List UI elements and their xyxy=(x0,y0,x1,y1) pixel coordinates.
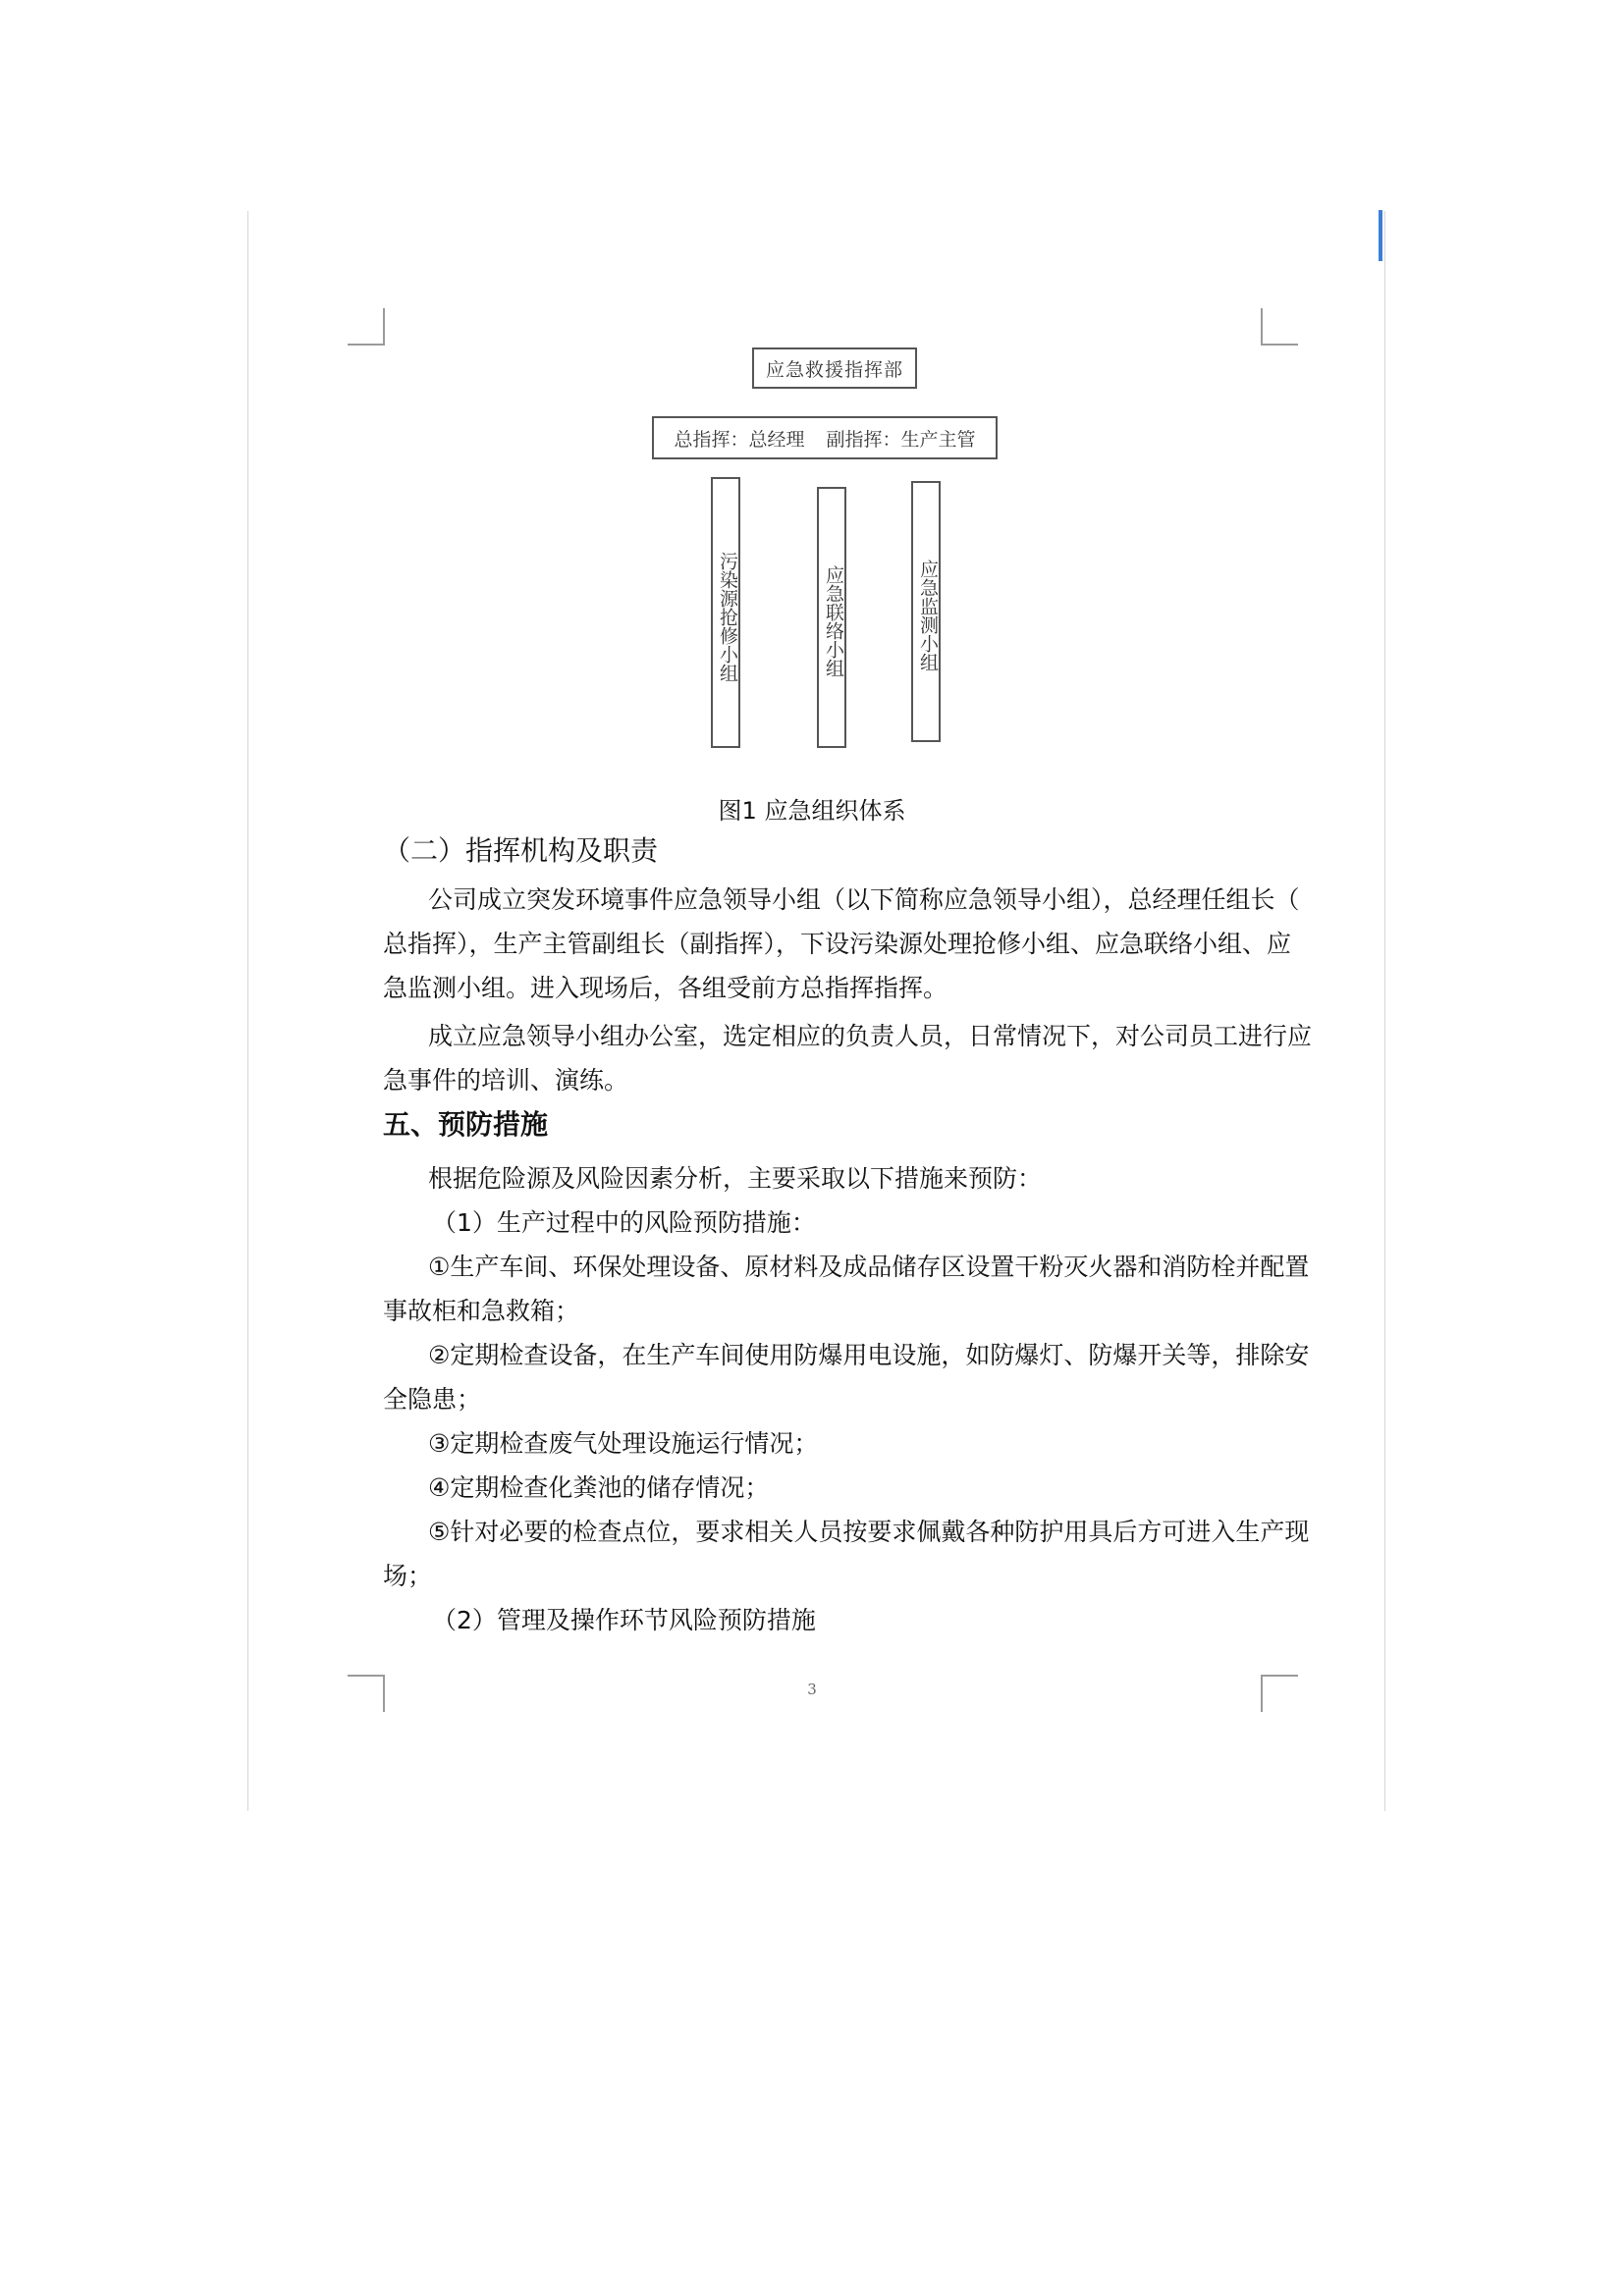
page-edge-right xyxy=(1384,211,1385,1811)
list-item-line: 事故柜和急救箱； xyxy=(383,1297,580,1325)
paragraph-line: 急事件的培训、演练。 xyxy=(383,1066,629,1095)
page-edge-left xyxy=(247,211,248,1811)
org-team-label: 应急监测小组 xyxy=(917,560,939,671)
paragraph-line: 急监测小组。进入现场后，各组受前方总指挥指挥。 xyxy=(383,974,948,1002)
paragraph-line: 根据危险源及风险因素分析，主要采取以下措施来预防： xyxy=(428,1164,1043,1193)
list-item-line: ③定期检查废气处理设施运行情况； xyxy=(428,1429,819,1458)
org-team-box xyxy=(911,481,941,742)
list-item-line: 场； xyxy=(383,1562,433,1590)
list-item-line: ④定期检查化粪池的储存情况； xyxy=(428,1473,770,1502)
margin-corner-top-left xyxy=(348,308,385,346)
list-item-line: ⑤针对必要的检查点位，要求相关人员按要求佩戴各种防护用具后方可进入生产现 xyxy=(428,1518,1310,1546)
section-heading: 五、预防措施 xyxy=(383,1108,549,1141)
list-item-line: ①生产车间、环保处理设备、原材料及成品储存区设置干粉灭火器和消防栓并配置 xyxy=(428,1253,1310,1281)
list-item-line: ②定期检查设备，在生产车间使用防爆用电设施，如防爆灯、防爆开关等，排除安 xyxy=(428,1341,1310,1369)
org-chief-label: 总指挥：总经理 xyxy=(674,428,805,451)
org-command-box xyxy=(652,416,998,459)
org-top-label: 应急救援指挥部 xyxy=(765,358,903,381)
subsection-heading: （2）管理及操作环节风险预防措施 xyxy=(432,1606,816,1634)
margin-corner-top-right xyxy=(1261,308,1298,346)
paragraph-line: 成立应急领导小组办公室，选定相应的负责人员，日常情况下，对公司员工进行应 xyxy=(428,1022,1313,1050)
paragraph-line: 公司成立突发环境事件应急领导小组（以下简称应急领导小组），总经理任组长（ xyxy=(428,885,1300,914)
subsection-heading: （1）生产过程中的风险预防措施： xyxy=(432,1208,816,1237)
figure-caption: 图1 应急组织体系 xyxy=(718,797,906,825)
page-number: 3 xyxy=(807,1681,817,1698)
paragraph-line: 总指挥），生产主管副组长（副指挥），下设污染源处理抢修小组、应急联络小组、应 xyxy=(383,930,1292,958)
section-heading: （二）指挥机构及职责 xyxy=(383,834,659,867)
org-top-box xyxy=(752,347,917,389)
text-cursor xyxy=(1379,210,1382,261)
org-team-label: 污染源抢修小组 xyxy=(717,551,738,682)
org-team-box xyxy=(817,487,846,748)
list-item-line: 全隐患； xyxy=(383,1385,482,1414)
org-deputy-label: 副指挥：生产主管 xyxy=(826,428,976,451)
org-team-box xyxy=(711,477,740,748)
org-team-label: 应急联络小组 xyxy=(823,565,844,677)
